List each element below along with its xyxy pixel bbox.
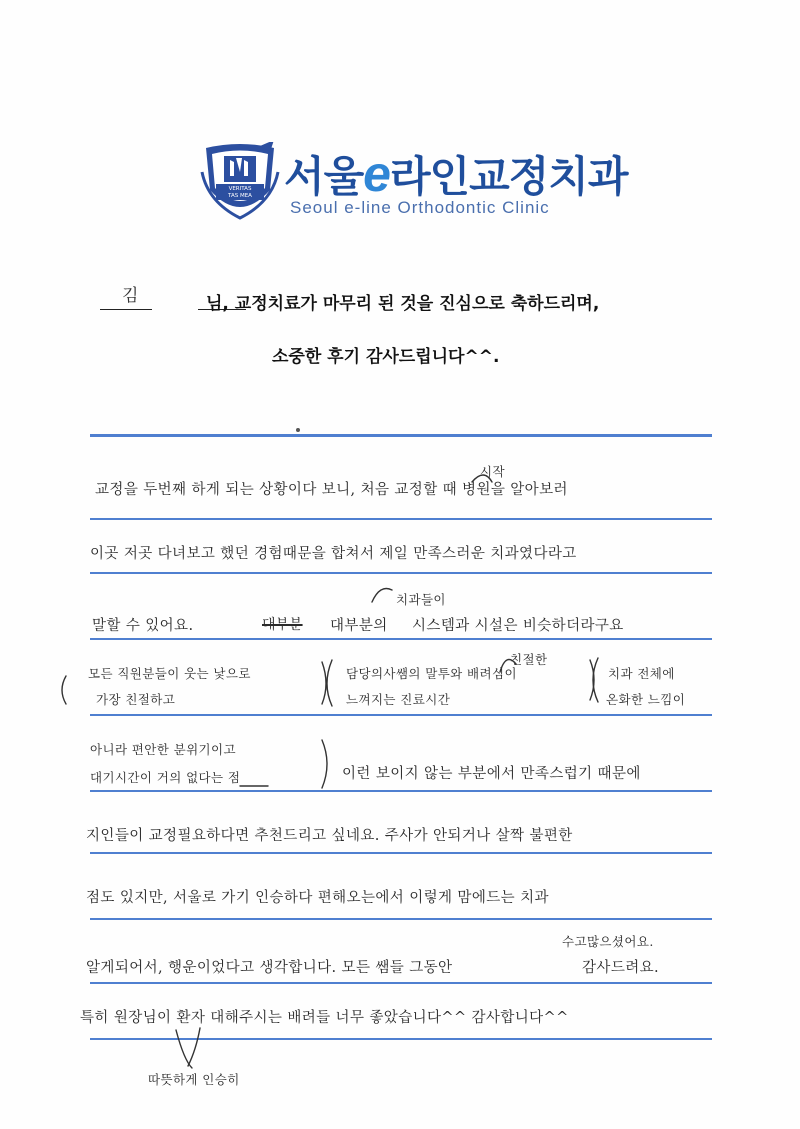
- bracket: [327, 660, 332, 706]
- bracket: [322, 740, 327, 788]
- insertion-caret: [500, 660, 516, 673]
- patient-name: 김: [122, 286, 139, 306]
- clinic-name-english: Seoul e-line Orthodontic Clinic: [290, 198, 550, 217]
- review-line: 치과 전체에: [608, 666, 675, 681]
- bracket: [590, 660, 594, 700]
- insertion-text: 치과들이: [396, 592, 446, 607]
- insertion-text: 따뜻하게 인승히: [148, 1072, 240, 1087]
- review-line: 지인들이 교정필요하다면 추천드리고 싶네요. 주사가 안되거나 살짝 불편한: [86, 828, 573, 844]
- review-line: 대부분의: [330, 618, 388, 634]
- review-line: 특히 원장님이 환자 대해주시는 배려들 너무 좋았습니다^^ 감사합니다^^: [80, 1010, 569, 1026]
- review-line: 교정을 두번째 하게 되는 상황이다 보니, 처음 교정할 때 병원을 알아보러: [95, 482, 568, 498]
- clinic-name-part-2: 라인교정치과: [389, 152, 628, 201]
- review-line: 대기시간이 거의 없다는 점: [90, 770, 241, 785]
- insertion-caret: [372, 589, 392, 603]
- review-line: 알게되어서, 행운이었다고 생각합니다. 모든 쌤들 그동안: [86, 960, 453, 976]
- struck-text: 대부분: [262, 617, 303, 633]
- review-line: 말할 수 있어요.: [92, 618, 194, 634]
- review-line: 담당의사쌤의 말투와 배려심이: [346, 666, 517, 681]
- clinic-name-part-1: 서울: [284, 152, 364, 201]
- review-line: 가장 친절하고: [96, 692, 176, 707]
- insertion-text: 수고많으셨어요.: [562, 934, 654, 949]
- seal-text-top: VERITAS: [228, 186, 252, 192]
- greeting-text: 님, 교정치료가 마무리 된 것을 진심으로 축하드리며,: [206, 294, 600, 314]
- insertion-text: 친절한: [510, 652, 548, 667]
- insertion-caret: [188, 1028, 200, 1066]
- bracket: [322, 662, 326, 704]
- seal-text-bottom: TAS MEA: [228, 193, 252, 199]
- review-line: 이곳 저곳 다녀보고 했던 경험때문을 합쳐서 제일 만족스러운 치과였다라고: [90, 546, 577, 562]
- review-line: 느껴지는 진료시간: [346, 692, 451, 707]
- review-line: 온화한 느낌이: [606, 692, 686, 707]
- clinic-name-e: e: [363, 146, 390, 202]
- greeting-line-2: 소중한 후기 감사드립니다^^.: [272, 347, 500, 367]
- insertion-caret: [472, 475, 492, 482]
- review-line: 점도 있지만, 서울로 가기 인승하다 편해오는에서 이렇게 맘에드는 치과: [86, 890, 549, 906]
- review-line: 모든 직원분들이 웃는 낯으로: [88, 666, 251, 681]
- review-line: 아니라 편안한 분위기이고: [90, 742, 236, 757]
- bracket: [62, 676, 66, 704]
- review-line: 시스템과 시설은 비슷하더라구요: [412, 618, 624, 634]
- review-line: 이런 보이지 않는 부분에서 만족스럽기 때문에: [342, 766, 641, 782]
- review-line: 감사드려요.: [582, 960, 660, 976]
- insertion-text: 시작: [480, 464, 505, 479]
